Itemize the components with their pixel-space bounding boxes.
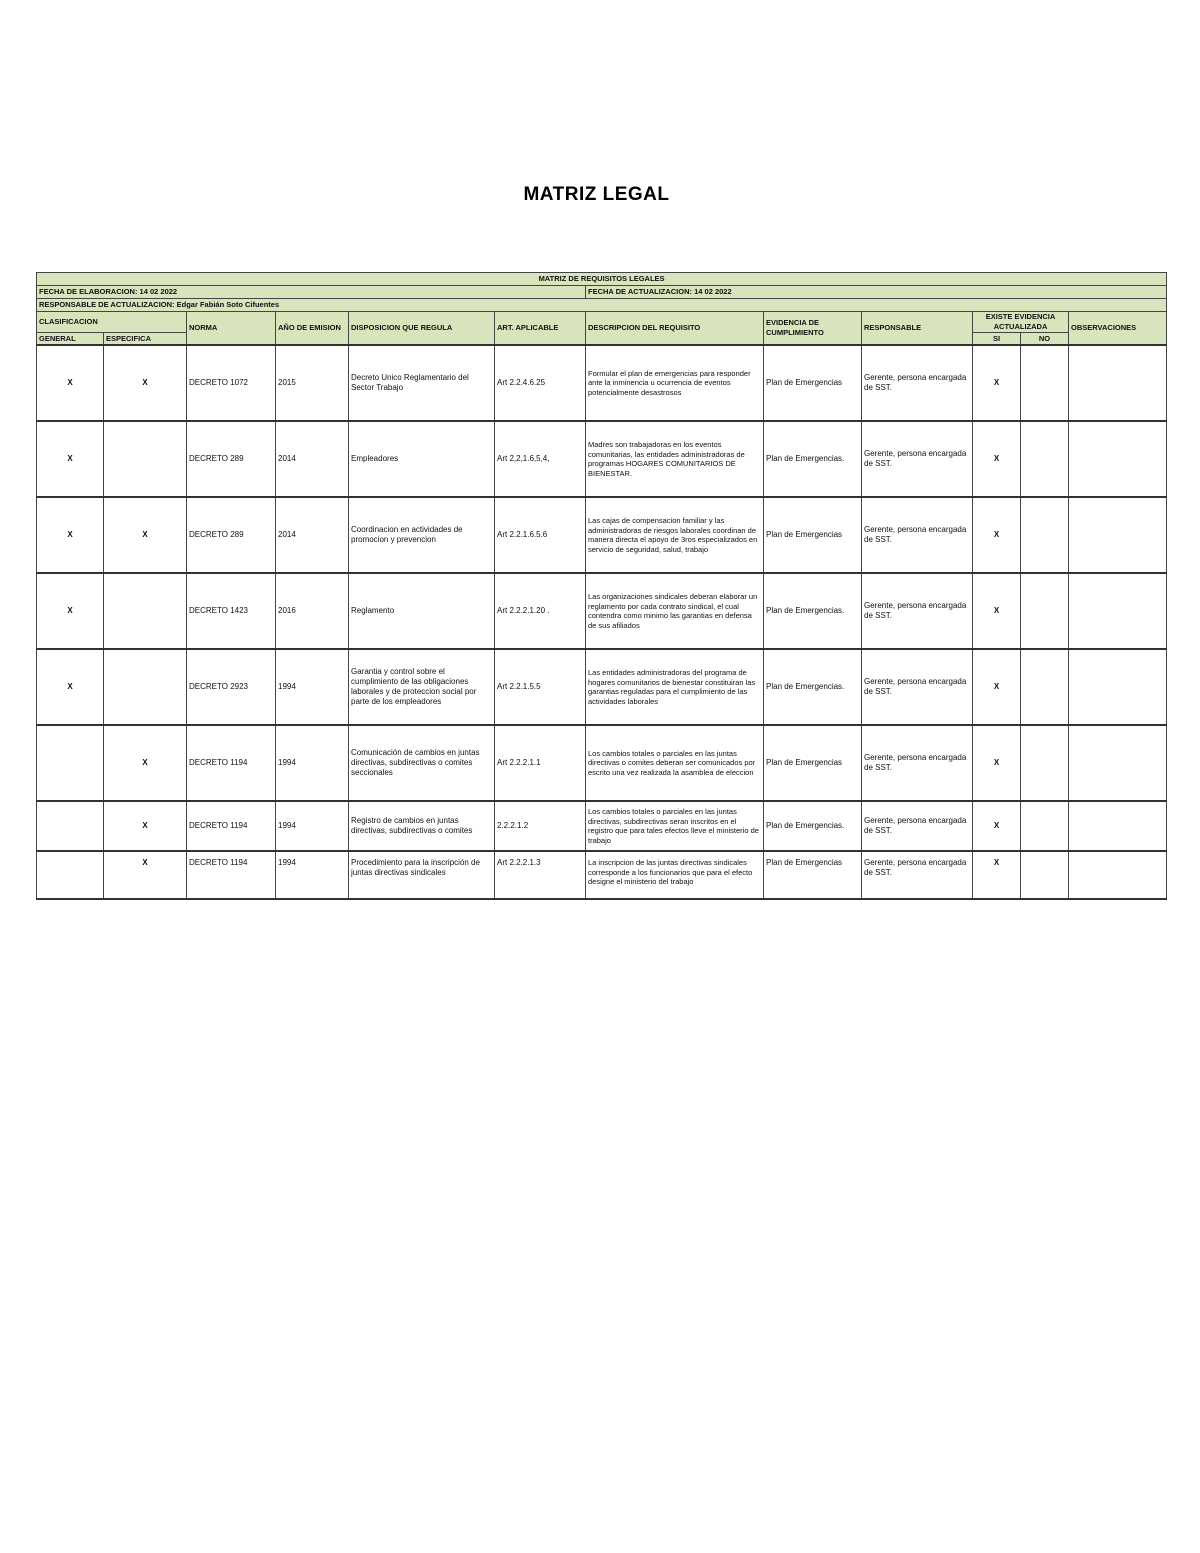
cell-si: X	[973, 801, 1021, 851]
cell-anio: 2014	[276, 497, 349, 573]
cell-observaciones	[1069, 851, 1167, 899]
cell-si: X	[973, 573, 1021, 649]
cell-general: X	[37, 573, 104, 649]
matrix-title-row	[37, 273, 1167, 286]
cell-especifica: X	[104, 801, 187, 851]
cell-evidencia: Plan de Emergencias	[764, 345, 862, 421]
cell-responsable: Gerente, persona encargada de SST.	[862, 649, 973, 725]
cell-general: X	[37, 497, 104, 573]
cell-anio: 2016	[276, 573, 349, 649]
col-disposicion: DISPOSICION QUE REGULA	[349, 312, 495, 346]
col-descripcion: DESCRIPCION DEL REQUISITO	[586, 312, 764, 346]
col-articulo: ART. APLICABLE	[495, 312, 586, 346]
cell-norma: DECRETO 1194	[187, 725, 276, 801]
cell-articulo: 2.2.2.1.2	[495, 801, 586, 851]
cell-responsable: Gerente, persona encargada de SST.	[862, 421, 973, 497]
cell-disposicion: Empleadores	[349, 421, 495, 497]
cell-norma: DECRETO 1194	[187, 801, 276, 851]
cell-si: X	[973, 497, 1021, 573]
col-evidencia: EVIDENCIA DE CUMPLIMIENTO	[764, 312, 862, 346]
cell-descripcion: Las cajas de compensacion familiar y las administradoras de riesgos laborales coordinan de manera directa el apoyo de 3ros especializados en servicio de seguridad, salud, trabajo	[586, 497, 764, 573]
cell-observaciones	[1069, 725, 1167, 801]
col-si: SI	[973, 333, 1021, 346]
cell-si: X	[973, 851, 1021, 899]
cell-responsable: Gerente, persona encargada de SST.	[862, 573, 973, 649]
cell-disposicion: Comunicación de cambios en juntas directivas, subdirectivas o comites seccionales	[349, 725, 495, 801]
cell-observaciones	[1069, 345, 1167, 421]
cell-no	[1021, 345, 1069, 421]
cell-no	[1021, 573, 1069, 649]
cell-general	[37, 801, 104, 851]
cell-evidencia: Plan de Emergencias	[764, 851, 862, 899]
cell-descripcion: Madres son trabajadoras en los eventos comunitarias, las entidades administradoras de programas HOGARES COMUNITARIOS DE BIENESTAR.	[586, 421, 764, 497]
cell-disposicion: Decreto Unico Reglamentario del Sector Trabajo	[349, 345, 495, 421]
cell-observaciones	[1069, 421, 1167, 497]
table-row	[37, 725, 1167, 801]
col-existe-evidencia: EXISTE EVIDENCIA ACTUALIZADA	[973, 312, 1069, 333]
cell-evidencia: Plan de Emergencias.	[764, 649, 862, 725]
cell-especifica	[104, 573, 187, 649]
cell-evidencia: Plan de Emergencias.	[764, 421, 862, 497]
cell-si: X	[973, 725, 1021, 801]
legal-matrix-sheet	[36, 272, 1166, 886]
cell-articulo: Art 2.2.1.5.5	[495, 649, 586, 725]
cell-descripcion: Los cambios totales o parciales en las juntas directivas, subdirectivas seran inscritos en el registro que para tales efectos lleve el ministerio de trabajo	[586, 801, 764, 851]
table-row	[37, 421, 1167, 497]
cell-anio: 1994	[276, 851, 349, 899]
cell-disposicion: Reglamento	[349, 573, 495, 649]
cell-descripcion: Los cambios totales o parciales en las juntas directivas o comites deberan ser comunicados por escrito una vez realizada la asamblea de eleccion	[586, 725, 764, 801]
cell-no	[1021, 649, 1069, 725]
dates-row	[37, 286, 1167, 299]
cell-anio: 1994	[276, 725, 349, 801]
table-row	[37, 801, 1167, 851]
cell-observaciones	[1069, 801, 1167, 851]
cell-disposicion: Registro de cambios en juntas directivas, subdirectivas o comites	[349, 801, 495, 851]
cell-evidencia: Plan de Emergencias.	[764, 573, 862, 649]
table-row	[37, 851, 1167, 899]
col-no: NO	[1021, 333, 1069, 346]
cell-articulo: Art 2.2.4.6.25	[495, 345, 586, 421]
cell-descripcion: Formular el plan de emergencias para responder ante la inminencia u ocurrencia de eventos potencialmente desastrosos	[586, 345, 764, 421]
cell-evidencia: Plan de Emergencias.	[764, 801, 862, 851]
cell-responsable: Gerente, persona encargada de SST.	[862, 345, 973, 421]
cell-general: X	[37, 345, 104, 421]
cell-especifica: X	[104, 497, 187, 573]
cell-no	[1021, 851, 1069, 899]
table-row	[37, 345, 1167, 421]
cell-norma: DECRETO 289	[187, 497, 276, 573]
cell-anio: 2015	[276, 345, 349, 421]
cell-general: X	[37, 649, 104, 725]
cell-articulo: Art 2.2.2.1.3	[495, 851, 586, 899]
col-responsable: RESPONSABLE	[862, 312, 973, 346]
cell-norma: DECRETO 289	[187, 421, 276, 497]
table-row	[37, 649, 1167, 725]
cell-anio: 1994	[276, 801, 349, 851]
cell-observaciones	[1069, 649, 1167, 725]
cell-especifica: X	[104, 345, 187, 421]
cell-observaciones	[1069, 497, 1167, 573]
cell-disposicion: Garantia y control sobre el cumplimiento de las obligaciones laborales y de proteccion social por parte de los empleadores	[349, 649, 495, 725]
cell-norma: DECRETO 2923	[187, 649, 276, 725]
cell-responsable: Gerente, persona encargada de SST.	[862, 851, 973, 899]
cell-articulo: Art 2,2,1.6,5,4,	[495, 421, 586, 497]
table-row	[37, 497, 1167, 573]
cell-anio: 1994	[276, 649, 349, 725]
cell-general	[37, 851, 104, 899]
cell-general: X	[37, 421, 104, 497]
cell-articulo: Art 2.2.1.6.5.6	[495, 497, 586, 573]
responsable-row	[37, 299, 1167, 312]
cell-articulo: Art 2.2.2.1.1	[495, 725, 586, 801]
cell-responsable: Gerente, persona encargada de SST.	[862, 497, 973, 573]
column-header-row-1	[37, 312, 1167, 333]
col-general: GENERAL	[37, 333, 104, 346]
col-norma: NORMA	[187, 312, 276, 346]
cell-anio: 2014	[276, 421, 349, 497]
matrix-title: MATRIZ DE REQUISITOS LEGALES	[37, 273, 1167, 286]
cell-descripcion: Las entidades administradoras del programa de hogares comunitarios de bienestar constituiran las garantias reguladas para el cumplimiento de las actividades laborales	[586, 649, 764, 725]
col-anio: AÑO DE EMISION	[276, 312, 349, 346]
cell-responsable: Gerente, persona encargada de SST.	[862, 725, 973, 801]
page-title: MATRIZ LEGAL	[523, 184, 670, 205]
cell-no	[1021, 801, 1069, 851]
cell-si: X	[973, 421, 1021, 497]
cell-general	[37, 725, 104, 801]
cell-si: X	[973, 649, 1021, 725]
cell-disposicion: Coordinacion en actividades de promocion y prevencion	[349, 497, 495, 573]
responsable-actualizacion: RESPONSABLE DE ACTUALIZACION: Edgar Fabián Soto Cifuentes	[37, 299, 1167, 312]
cell-especifica	[104, 421, 187, 497]
col-especifica: ESPECIFICA	[104, 333, 187, 346]
col-clasificacion: CLASIFICACION	[37, 312, 187, 333]
cell-evidencia: Plan de Emergencias	[764, 725, 862, 801]
fecha-actualizacion: FECHA DE ACTUALIZACION: 14 02 2022	[586, 286, 1167, 299]
cell-no	[1021, 725, 1069, 801]
cell-evidencia: Plan de Emergencias	[764, 497, 862, 573]
cell-descripcion: La inscripcion de las juntas directivas sindicales corresponde a los funcionarios que para el efecto designe el ministerio del trabajo	[586, 851, 764, 899]
table-row	[37, 573, 1167, 649]
cell-norma: DECRETO 1072	[187, 345, 276, 421]
cell-no	[1021, 421, 1069, 497]
cell-especifica: X	[104, 851, 187, 899]
cell-si: X	[973, 345, 1021, 421]
cell-disposicion: Procedimiento para la inscripción de juntas directivas sindicales	[349, 851, 495, 899]
cell-responsable: Gerente, persona encargada de SST.	[862, 801, 973, 851]
cell-norma: DECRETO 1423	[187, 573, 276, 649]
cell-descripcion: Las organizaciones sindicales deberan elaborar un reglamento por cada contrato sindical, el cual contendra como minimo las garantias en defensa de sus afiliados	[586, 573, 764, 649]
cell-observaciones	[1069, 573, 1167, 649]
fecha-elaboracion: FECHA DE ELABORACION: 14 02 2022	[37, 286, 586, 299]
cell-especifica	[104, 649, 187, 725]
legal-requirements-table	[36, 272, 1167, 900]
cell-especifica: X	[104, 725, 187, 801]
cell-norma: DECRETO 1194	[187, 851, 276, 899]
cell-no	[1021, 497, 1069, 573]
cell-articulo: Art 2.2.2.1.20 .	[495, 573, 586, 649]
col-observaciones: OBSERVACIONES	[1069, 312, 1167, 346]
